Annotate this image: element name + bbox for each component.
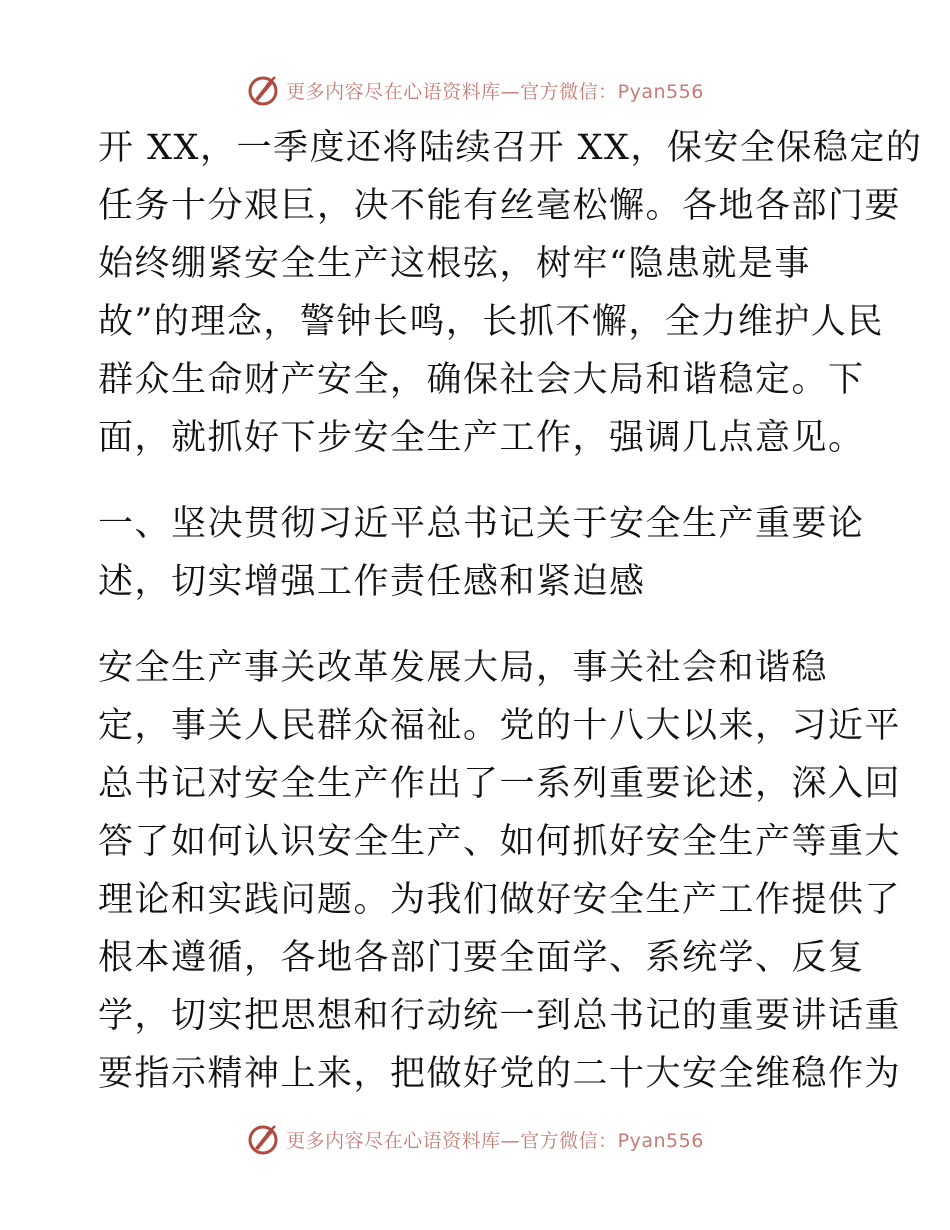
header-watermark [0, 70, 950, 110]
text-line: 任务十分艰巨，决不能有丝毫松懈。各地各部门要 [98, 186, 902, 226]
paragraph [98, 126, 923, 474]
heading-line: 述，切实增强工作责任感和紧迫感 [98, 562, 646, 602]
watermark-text: 更多内容尽在心语资料库—官方微信：Pyan556 [286, 1129, 704, 1152]
heading-line: 一、坚决贯彻习近平总书记关于安全生产重要论 [98, 504, 865, 544]
text-line: 答了如何认识安全生产、如何抓好安全生产等重大 [98, 822, 902, 862]
section-heading [98, 502, 865, 618]
text-line: 故”的理念，警钟长鸣，长抓不懈，全力维护人民 [98, 302, 884, 342]
text-line: 群众生命财产安全，确保社会大局和谐稳定。下 [98, 360, 865, 400]
paragraph [98, 646, 902, 1110]
text-line: 开 XX，一季度还将陆续召开 XX，保安全保稳定的 [98, 128, 923, 168]
text-line: 始终绷紧安全生产这根弦，树牢“隐患就是事 [98, 244, 811, 284]
text-line: 安全生产事关改革发展大局，事关社会和谐稳 [98, 648, 829, 688]
text-line: 要指示精神上来，把做好党的二十大安全维稳作为 [98, 1054, 902, 1094]
quill-logo-icon [246, 1122, 280, 1156]
document-body [98, 126, 923, 1110]
quill-logo-icon [246, 73, 280, 107]
footer-watermark [0, 1119, 950, 1159]
text-line: 面，就抓好下步安全生产工作，强调几点意见。 [98, 418, 865, 458]
text-line: 总书记对安全生产作出了一系列重要论述，深入回 [98, 764, 902, 804]
text-line: 学，切实把思想和行动统一到总书记的重要讲话重 [98, 996, 902, 1036]
text-line: 定，事关人民群众福祉。党的十八大以来，习近平 [98, 706, 902, 746]
watermark-text: 更多内容尽在心语资料库—官方微信：Pyan556 [286, 80, 704, 103]
text-line: 理论和实践问题。为我们做好安全生产工作提供了 [98, 880, 902, 920]
text-line: 根本遵循，各地各部门要全面学、系统学、反复 [98, 938, 865, 978]
